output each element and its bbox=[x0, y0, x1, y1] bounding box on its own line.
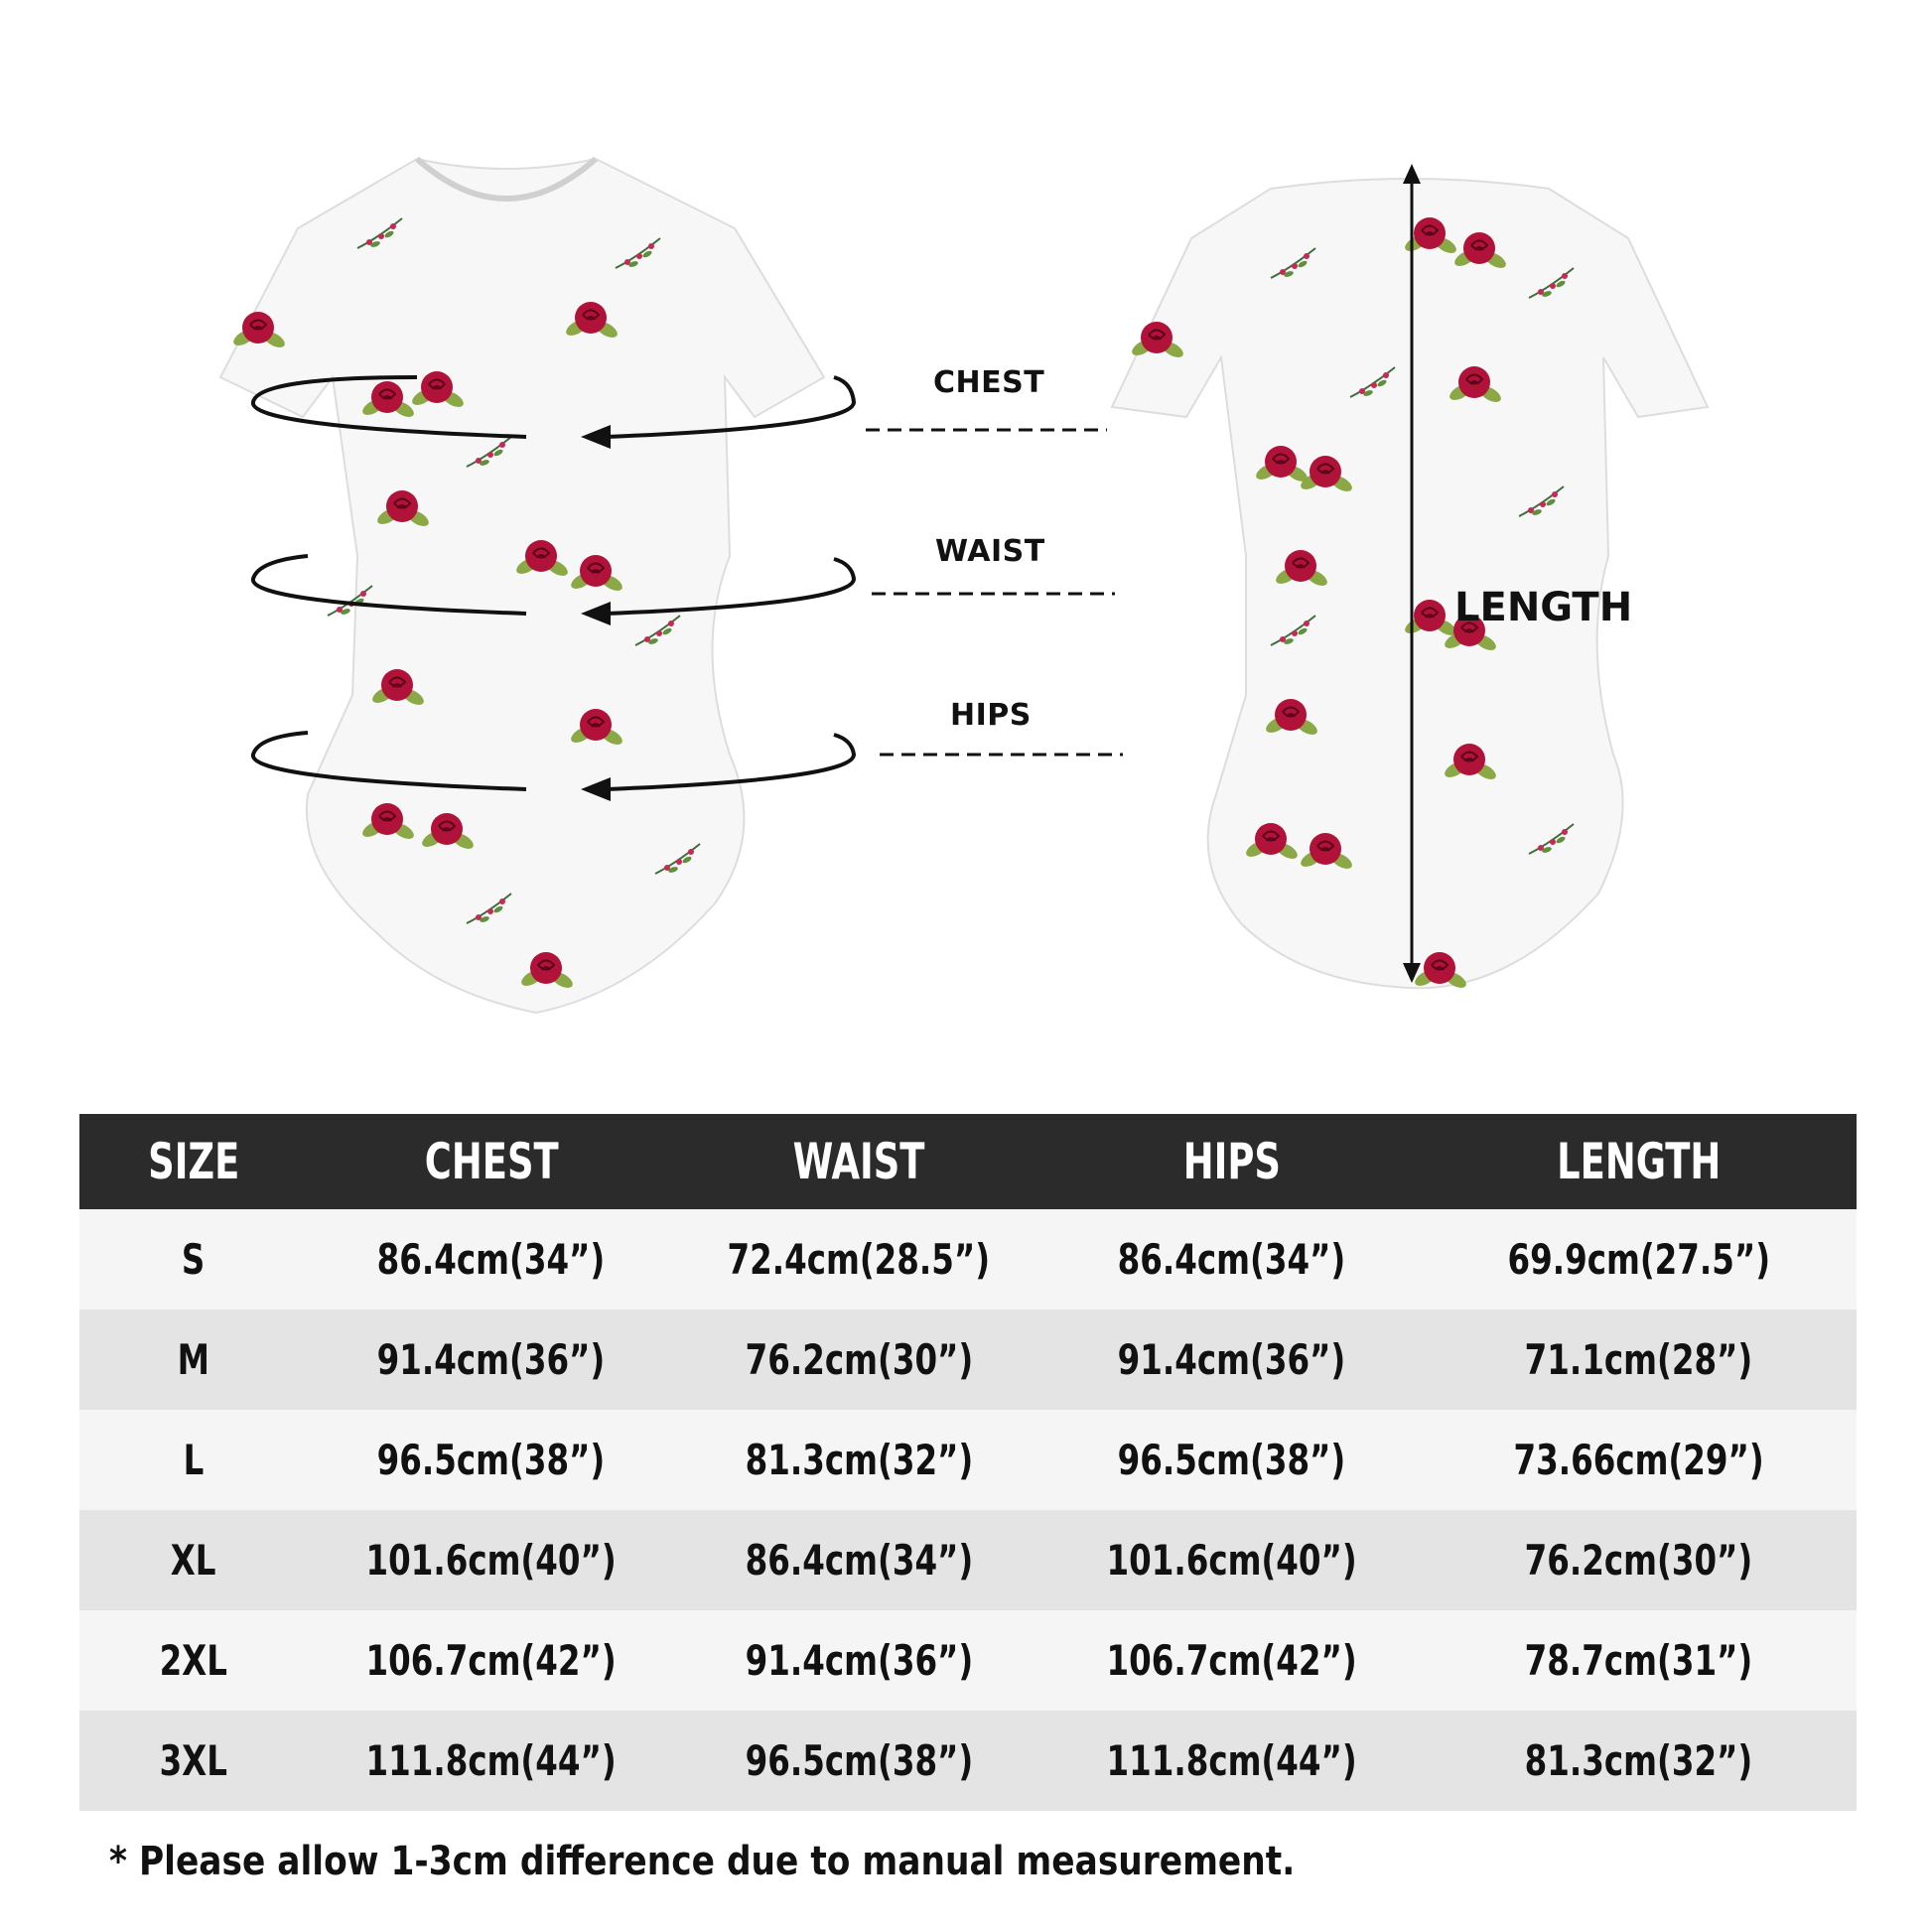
table-row bbox=[79, 1410, 1857, 1510]
table-row bbox=[79, 1610, 1857, 1711]
cell-chest: 111.8cm(44”) bbox=[308, 1711, 675, 1811]
chest-label: CHEST bbox=[933, 365, 1045, 400]
cell-hips: 86.4cm(34”) bbox=[1043, 1209, 1421, 1310]
cell-chest: 101.6cm(40”) bbox=[308, 1510, 675, 1610]
cell-waist: 72.4cm(28.5”) bbox=[675, 1209, 1043, 1310]
cell-size: XL bbox=[79, 1510, 308, 1610]
cell-length: 81.3cm(32”) bbox=[1421, 1711, 1857, 1811]
cell-hips: 106.7cm(42”) bbox=[1043, 1610, 1421, 1711]
header-size: SIZE bbox=[79, 1114, 308, 1209]
table-row bbox=[79, 1510, 1857, 1610]
cell-chest: 91.4cm(36”) bbox=[308, 1310, 675, 1410]
cell-waist: 76.2cm(30”) bbox=[675, 1310, 1043, 1410]
table-row bbox=[79, 1711, 1857, 1811]
cell-hips: 111.8cm(44”) bbox=[1043, 1711, 1421, 1811]
cell-size: S bbox=[79, 1209, 308, 1310]
cell-chest: 96.5cm(38”) bbox=[308, 1410, 675, 1510]
cell-length: 78.7cm(31”) bbox=[1421, 1610, 1857, 1711]
cell-waist: 91.4cm(36”) bbox=[675, 1610, 1043, 1711]
cell-length: 76.2cm(30”) bbox=[1421, 1510, 1857, 1610]
cell-chest: 86.4cm(34”) bbox=[308, 1209, 675, 1310]
header-chest: CHEST bbox=[308, 1114, 675, 1209]
footnote-text: * Please allow 1-3cm difference due to manual measurement. bbox=[109, 1839, 1296, 1884]
length-label: LENGTH bbox=[1454, 585, 1633, 630]
table-row bbox=[79, 1209, 1857, 1310]
measurement-footnote bbox=[109, 1839, 1488, 1884]
cell-size: L bbox=[79, 1410, 308, 1510]
cell-size: 2XL bbox=[79, 1610, 308, 1711]
back-view bbox=[1112, 164, 1708, 991]
front-view bbox=[220, 159, 1123, 1013]
cell-hips: 91.4cm(36”) bbox=[1043, 1310, 1421, 1410]
cell-size: 3XL bbox=[79, 1711, 308, 1811]
table-header-row bbox=[79, 1114, 1857, 1209]
table-row bbox=[79, 1310, 1857, 1410]
cell-waist: 86.4cm(34”) bbox=[675, 1510, 1043, 1610]
waist-label: WAIST bbox=[935, 534, 1045, 569]
cell-chest: 106.7cm(42”) bbox=[308, 1610, 675, 1711]
cell-length: 69.9cm(27.5”) bbox=[1421, 1209, 1857, 1310]
cell-length: 71.1cm(28”) bbox=[1421, 1310, 1857, 1410]
size-chart-table bbox=[79, 1114, 1857, 1811]
hips-label: HIPS bbox=[950, 698, 1032, 733]
cell-hips: 101.6cm(40”) bbox=[1043, 1510, 1421, 1610]
cell-waist: 96.5cm(38”) bbox=[675, 1711, 1043, 1811]
cell-waist: 81.3cm(32”) bbox=[675, 1410, 1043, 1510]
cell-hips: 96.5cm(38”) bbox=[1043, 1410, 1421, 1510]
header-waist: WAIST bbox=[675, 1114, 1043, 1209]
header-hips: HIPS bbox=[1043, 1114, 1421, 1209]
cell-size: M bbox=[79, 1310, 308, 1410]
header-length: LENGTH bbox=[1421, 1114, 1857, 1209]
cell-length: 73.66cm(29”) bbox=[1421, 1410, 1857, 1510]
